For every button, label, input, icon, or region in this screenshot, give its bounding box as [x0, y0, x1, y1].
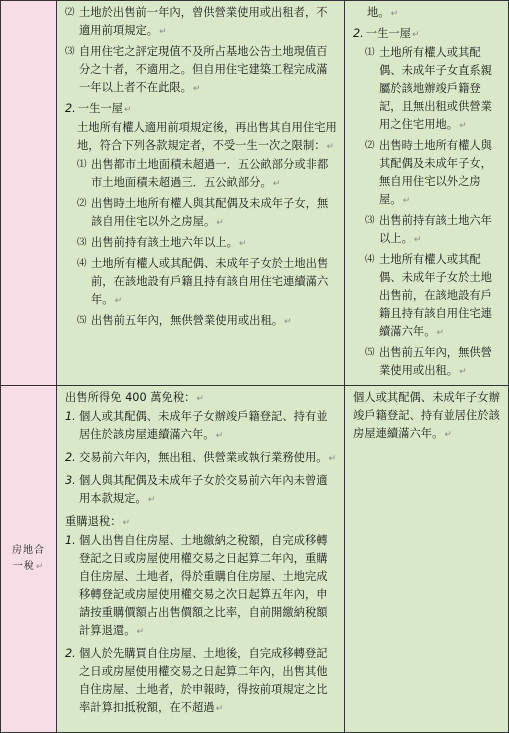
- lead-text: [353, 4, 502, 23]
- condition-list: [65, 532, 338, 718]
- item-number: 1.: [65, 410, 76, 423]
- paragraph-mark-icon: ↵: [114, 296, 123, 306]
- item-number: ⑸: [365, 347, 375, 358]
- paragraph-mark-icon: ↵: [390, 9, 399, 19]
- item-text-content: 交易前六年內，無出租、供營業或執行業務使用。: [79, 451, 328, 464]
- paragraph-mark-icon: ↵: [196, 394, 204, 404]
- item-text: [379, 44, 502, 135]
- main-content: [57, 1, 344, 335]
- row-label-line: 房地合: [12, 545, 45, 556]
- section-number: 2.: [353, 27, 364, 40]
- item-text-content: 出售前五年內，無供營業使用或出租。: [91, 314, 284, 327]
- item-text-content: 土地所有權人或其配偶、未成年子女於土地出售前，在該地設有戶籍且持有該自用住宅連續滿六年。: [379, 253, 492, 338]
- sub-list: [65, 156, 338, 331]
- list-item: [77, 255, 338, 310]
- item-text: [79, 472, 338, 509]
- table-row: [1, 386, 509, 733]
- item-number: ⑷: [77, 258, 87, 269]
- row-label-cell: [1, 386, 57, 733]
- paragraph-mark-icon: ↵: [413, 235, 422, 245]
- item-number: 3.: [65, 474, 76, 487]
- paragraph-mark-icon: ↵: [216, 218, 224, 228]
- row-label-cell: [1, 1, 57, 386]
- heading-text: 出售所得免 400 萬免稅：: [65, 391, 196, 404]
- list-item: [65, 408, 338, 445]
- paragraph-mark-icon: ↵: [272, 179, 281, 189]
- heading-text: 重購退稅：: [65, 515, 122, 528]
- list-item: [353, 44, 502, 135]
- list-item: [353, 212, 502, 249]
- item-text: [379, 251, 502, 342]
- item-text-content: 個人出售自住房屋、土地繳納之稅額，自完成移轉登記之日或房屋使用權交易之日起算二年內，重購自住房屋、土地者，得於重購自住房屋、土地完成移轉登記或房屋使用權交易之次日起算五年內，申請按重購價額占出售價額之比率，自前開繳納稅額計算退還。: [79, 534, 328, 637]
- item-number: ⑴: [77, 159, 87, 170]
- section-title: 一生一屋: [365, 27, 411, 40]
- side-content-cell: [345, 1, 509, 386]
- item-number: 2.: [65, 647, 76, 660]
- item-text: [91, 156, 338, 193]
- main-content: [57, 386, 344, 724]
- condition-list: [65, 408, 338, 509]
- item-number: ⑶: [365, 215, 375, 226]
- item-text: [79, 645, 338, 718]
- paragraph-mark-icon: ↵: [35, 562, 45, 572]
- section-heading: [353, 25, 502, 44]
- paragraph-mark-icon: ↵: [402, 196, 411, 206]
- item-text: [91, 255, 338, 310]
- item-text: [379, 137, 502, 210]
- sub-list: [353, 44, 502, 381]
- list-item: [65, 472, 338, 509]
- item-text-content: 個人或其配偶、未成年子女辦竣戶籍登記、持有並居住於該房屋連續滿六年。: [79, 410, 328, 441]
- section-paragraph: [65, 119, 338, 156]
- item-number: ⑷: [365, 254, 375, 265]
- section-number: 2.: [65, 102, 76, 115]
- paragraph-mark-icon: ↵: [147, 495, 156, 505]
- paragraph-mark-icon: ↵: [444, 430, 452, 440]
- paragraph-text: 土地所有權人適用前項規定後，再出售其自用住宅用地，符合下列各款規定者，不受一生一次之限制：: [77, 121, 337, 152]
- main-content-cell: [57, 1, 345, 386]
- list-item: [353, 137, 502, 210]
- paragraph-mark-icon: ↵: [215, 704, 224, 714]
- item-text: [379, 212, 502, 249]
- list-item: [65, 645, 338, 718]
- side-content-cell: [345, 386, 509, 733]
- item-text: [79, 408, 338, 445]
- paragraph-mark-icon: ↵: [192, 84, 201, 94]
- paragraph-mark-icon: ↵: [123, 105, 132, 115]
- item-text: [79, 532, 338, 641]
- item-number: ⑵: [77, 198, 87, 209]
- item-number: ⑴: [365, 47, 375, 58]
- item-number: ⑶: [65, 46, 75, 57]
- section-heading: [65, 100, 338, 119]
- item-text-content: 個人於先購買自住房屋、土地後，自完成移轉登記之日或房屋使用權交易之日起算二年內，出售其他自住房屋、土地者，於申報時，得按前項規定之比率計算扣抵稅額，在不超過: [79, 647, 328, 714]
- paragraph-mark-icon: ↵: [328, 454, 337, 464]
- section-title: 一生一屋: [77, 102, 123, 115]
- item-text: [91, 234, 338, 253]
- paragraph-mark-icon: ↵: [436, 328, 445, 338]
- list-item: [65, 449, 338, 468]
- lead-line: 地。: [367, 6, 390, 19]
- paragraph-mark-icon: ↵: [411, 30, 420, 40]
- main-content-cell: [57, 386, 345, 733]
- paragraph-mark-icon: ↵: [238, 239, 247, 249]
- row-label-line: 一稅: [12, 561, 35, 572]
- paragraph-mark-icon: ↵: [136, 627, 145, 637]
- heading-refund: [65, 513, 338, 532]
- item-text-content: 出售都市土地面積未超過一．五公畝部分或非都市土地面積未超過三．五公畝部分。: [91, 158, 329, 189]
- list-item: [65, 532, 338, 641]
- paragraph-mark-icon: ↵: [122, 518, 131, 528]
- paragraph-mark-icon: ↵: [159, 27, 167, 37]
- item-number: 1.: [65, 534, 76, 547]
- heading-exemption: [65, 389, 338, 408]
- item-number: ⑶: [77, 237, 87, 248]
- paragraph-mark-icon: ↵: [284, 317, 292, 327]
- item-text: [79, 4, 338, 41]
- item-number: ⑵: [65, 7, 75, 18]
- side-content: [345, 1, 508, 385]
- sub-list: [65, 4, 338, 98]
- row-label: [1, 543, 56, 575]
- item-number: 2.: [65, 451, 76, 464]
- side-content: [345, 386, 508, 446]
- paragraph-text: 個人或其配偶、未成年子女辦竣戶籍登記、持有並居住於該房屋連續滿六年。: [353, 391, 500, 440]
- list-item: [353, 344, 502, 381]
- item-text-content: 出售前持有該土地六年以上。: [91, 236, 238, 249]
- list-item: [77, 156, 338, 193]
- item-text-content: 出售時土地所有權人與其配偶及未成年子女，無自用住宅以外之房屋。: [379, 139, 492, 206]
- paragraph-mark-icon: ↵: [215, 431, 224, 441]
- item-text-content: 自用住宅之評定現值不及所占基地公告土地現值百分之十者，不適用之。但自用住宅建築工程完成滿一年以上者不在此限。: [79, 45, 328, 94]
- item-text-content: 出售前五年內，無供營業使用或出租。: [379, 346, 492, 377]
- item-text: [91, 195, 338, 232]
- table-row: [1, 1, 509, 386]
- item-text-content: 出售前持有該土地六年以上。: [379, 214, 492, 245]
- paragraph-mark-icon: ↵: [326, 142, 335, 152]
- paragraph-mark-icon: ↵: [459, 367, 467, 377]
- item-text: [91, 312, 338, 331]
- item-text-content: 出售時土地所有權人與其配偶及未成年子女，無該自用住宅以外之房屋。: [91, 197, 329, 228]
- item-text-content: 土地所有權人或其配偶、未成年子女直系親屬於該地辦竣戶籍登記，且無出租或供營業用之住宅用地。: [379, 46, 492, 131]
- list-item: [353, 251, 502, 342]
- list-item: [77, 234, 338, 253]
- list-item: [77, 195, 338, 232]
- item-number: ⑵: [365, 140, 375, 151]
- list-item: [65, 43, 338, 98]
- item-number: ⑸: [77, 315, 87, 326]
- item-text-content: 土地所有權人或其配偶、未成年子女於土地出售前，在該地設有戶籍且持有該自用住宅連續滿六年。: [91, 257, 329, 306]
- item-text: [79, 449, 338, 468]
- item-text-content: 土地於出售前一年內，曾供營業使用或出租者，不適用前項規定。: [79, 6, 328, 37]
- item-text: [79, 43, 338, 98]
- list-item: [77, 312, 338, 331]
- list-item: [65, 4, 338, 41]
- item-text: [379, 344, 502, 381]
- paragraph-mark-icon: ↵: [459, 121, 467, 131]
- item-text-content: 個人與其配偶及未成年子女於交易前六年內未曾適用本款規定。: [79, 474, 328, 505]
- side-paragraph: [353, 389, 502, 444]
